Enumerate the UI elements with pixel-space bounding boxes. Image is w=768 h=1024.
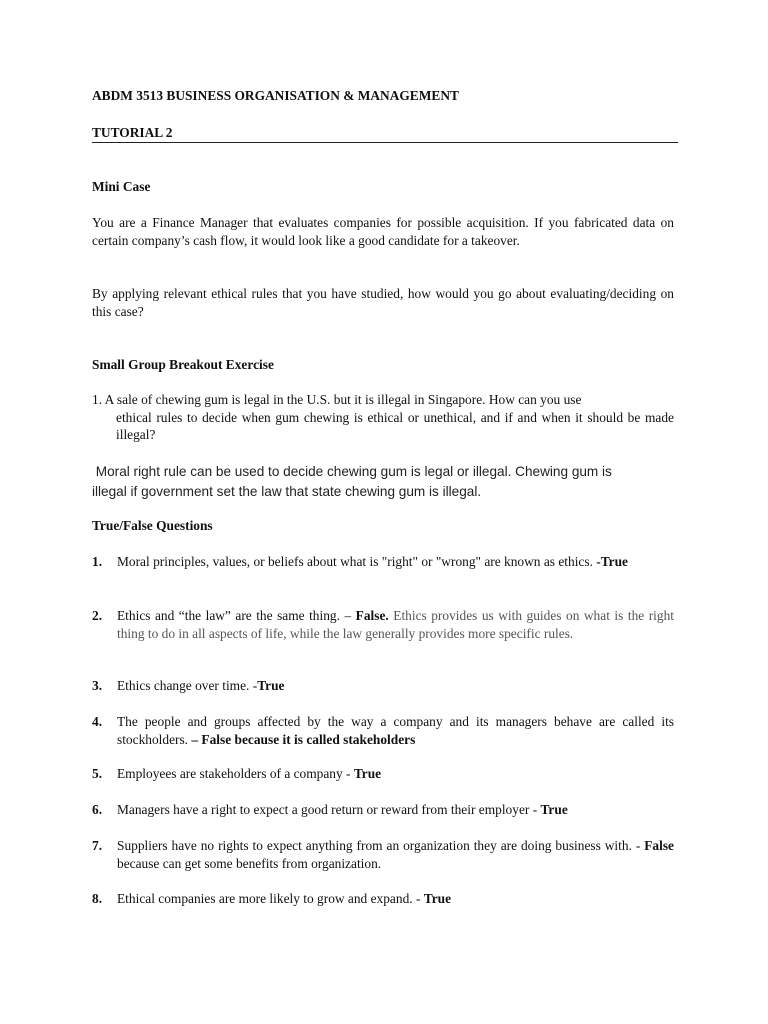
- tf-item-text: Suppliers have no rights to expect anything from an organization they are doing business with. -: [117, 838, 645, 853]
- course-title: ABDM 3513 BUSINESS ORGANISATION & MANAGEMENT: [92, 88, 459, 103]
- tf-item-answer: False.: [355, 608, 389, 623]
- tf-item-answer: True: [257, 678, 285, 693]
- tf-item-explanation: Ethics provides us with guides on what is the right thing to do in all aspects of life, while the law generally provides more specific rules.: [117, 608, 674, 641]
- breakout-question-1: [92, 391, 674, 444]
- tf-item-text: Employees are stakeholders of a company -: [117, 766, 354, 781]
- tf-item-answer: -True: [596, 554, 628, 569]
- tf-item-text: Moral principles, values, or beliefs about what is "right" or "wrong" are known as ethics.: [117, 554, 597, 569]
- tf-item-text: Managers have a right to expect a good return or reward from their employer -: [117, 802, 541, 817]
- tf-item-number: 1.: [92, 554, 103, 569]
- tf-item-answer: – False because it is called stakeholders: [191, 731, 416, 747]
- tf-item-number: 8.: [92, 891, 103, 906]
- tf-item-answer: False: [644, 838, 674, 853]
- true-false-heading: True/False Questions: [92, 518, 213, 533]
- tf-item-6: [92, 801, 674, 819]
- question-1-lead: 1. A sale of chewing gum is legal in the U.S. but it is illegal in Singapore. How can you use: [92, 392, 582, 407]
- mini-case-heading: Mini Case: [92, 179, 151, 194]
- tf-item-5: [92, 765, 674, 783]
- tf-item-number: 2.: [92, 608, 103, 623]
- tf-item-1: [92, 553, 674, 571]
- tf-item-number: 4.: [92, 714, 103, 729]
- mini-case-paragraph-1: You are a Finance Manager that evaluates companies for possible acquisition. If you fabricated data on certain company’s cash flow, it would look like a good candidate for a takeover.: [92, 215, 674, 248]
- mini-case-paragraph-2: By applying relevant ethical rules that you have studied, how would you go about evaluating/deciding on this case?: [92, 286, 674, 319]
- tf-item-text: Ethics and “the law” are the same thing. –: [117, 608, 356, 623]
- breakout-answer-line-1: Moral right rule can be used to decide chewing gum is legal or illegal. Chewing gum is: [92, 464, 612, 479]
- tf-item-7: [92, 837, 674, 872]
- question-1-continuation: ethical rules to decide when gum chewing is ethical or unethical, and if and when it should be made illegal?: [116, 409, 674, 442]
- breakout-answer-line-2: illegal if government set the law that state chewing gum is illegal.: [92, 484, 482, 499]
- breakout-heading: Small Group Breakout Exercise: [92, 357, 274, 372]
- tf-item-text: The people and groups affected by the way a company and its managers behave are called its stockholders.: [117, 714, 674, 747]
- tutorial-title: TUTORIAL 2: [92, 125, 173, 140]
- tf-item-text: Ethics change over time. -: [117, 678, 258, 693]
- tf-item-4: [92, 713, 674, 748]
- tf-item-answer: True: [540, 802, 568, 817]
- tf-item-2: [92, 607, 674, 642]
- tf-item-3: [92, 677, 674, 695]
- tf-item-answer: True: [423, 891, 452, 906]
- breakout-answer: [92, 462, 674, 502]
- tf-item-number: 6.: [92, 802, 103, 817]
- title-divider: [92, 142, 678, 143]
- tf-item-text: Ethical companies are more likely to grow and expand. -: [117, 891, 424, 906]
- tf-item-number: 5.: [92, 766, 103, 781]
- tf-item-8: [92, 890, 674, 908]
- tf-item-answer: True: [353, 766, 382, 781]
- tf-item-number: 3.: [92, 678, 103, 693]
- tf-item-number: 7.: [92, 838, 103, 853]
- tf-item-explanation: because can get some benefits from organization.: [117, 855, 382, 871]
